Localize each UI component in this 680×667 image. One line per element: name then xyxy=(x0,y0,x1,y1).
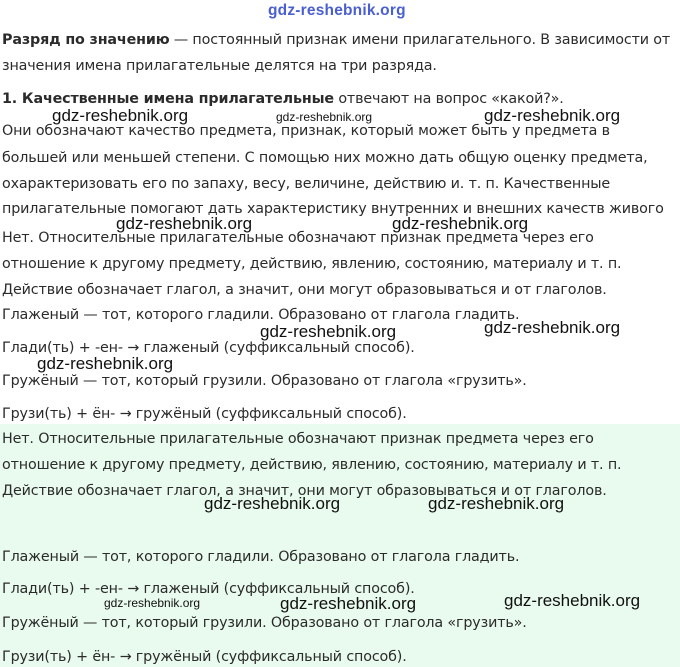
intro-line-2: значения имена прилагательные делятся на три разряда. xyxy=(2,58,437,74)
intro-line-1-rest: — постоянный признак имени прилагательного. В зависимости от xyxy=(169,32,671,48)
body-line: большей или меньшей степени. С помощью них можно дать общую оценку предмета, xyxy=(2,150,648,166)
body-line: Нет. Относительные прилагательные обозначают признак предмета через его xyxy=(2,230,594,246)
section-heading-bold: 1. Качественные имена прилагательные xyxy=(2,91,334,107)
watermark: gdz-reshebnik.org xyxy=(392,214,529,233)
watermark: gdz-reshebnik.org xyxy=(52,106,189,125)
body-line: Грузи(ть) + ён- → гружёный (суффиксальный способ). xyxy=(2,406,407,422)
answer-line: Действие обозначает глагол, а значит, они могут образовываться и от глаголов. xyxy=(2,483,607,499)
body-line: прилагательные помогают дать характеристику внутренних и внешних качеств живого xyxy=(2,201,664,217)
intro-line-1 xyxy=(2,30,670,50)
watermark: gdz-reshebnik.org xyxy=(204,494,341,513)
watermark: gdz-reshebnik.org xyxy=(104,596,201,610)
answer-line: Грузи(ть) + ён- → гружёный (суффиксальный способ). xyxy=(2,649,407,665)
answer-line: Гружёный — тот, который грузили. Образовано от глагола «грузить». xyxy=(2,615,527,631)
section-heading-rest: отвечают на вопрос «какой?». xyxy=(333,91,564,107)
body-line: охарактеризовать его по запаху, весу, величине, действию и. т. п. Качественные xyxy=(2,176,611,192)
watermark: gdz-reshebnik.org xyxy=(504,591,641,610)
body-line: Гружёный — тот, который грузили. Образовано от глагола «грузить». xyxy=(2,373,527,389)
watermark: gdz-reshebnik.org xyxy=(280,594,417,613)
watermark: gdz-reshebnik.org xyxy=(276,110,373,124)
watermark: gdz-reshebnik.org xyxy=(116,214,253,233)
watermark-top: gdz-reshebnik.org xyxy=(268,2,406,19)
watermark: gdz-reshebnik.org xyxy=(260,322,397,341)
answer-line: Глаженый — тот, которого гладили. Образовано от глагола гладить. xyxy=(2,549,520,565)
watermark: gdz-reshebnik.org xyxy=(484,318,621,337)
watermark: gdz-reshebnik.org xyxy=(484,106,621,125)
watermark: gdz-reshebnik.org xyxy=(37,354,174,373)
body-line: Глади(ть) + -ен- → глаженый (суффиксальный способ). xyxy=(2,340,415,356)
intro-term: Разряд по значению xyxy=(2,32,170,48)
answer-line: Глади(ть) + -ен- → глаженый (суффиксальный способ). xyxy=(2,581,415,597)
body-line: отношение к другому предмету, действию, явлению, состоянию, материалу и т. п. xyxy=(2,256,622,272)
answer-line: отношение к другому предмету, действию, явлению, состоянию, материалу и т. п. xyxy=(2,457,622,473)
answer-line: Нет. Относительные прилагательные обозначают признак предмета через его xyxy=(2,431,594,447)
body-line: Действие обозначает глагол, а значит, они могут образовываться и от глаголов. xyxy=(2,282,607,298)
body-line: Глаженый — тот, которого гладили. Образовано от глагола гладить. xyxy=(2,307,520,323)
watermark: gdz-reshebnik.org xyxy=(428,494,565,513)
body-line: Они обозначают качество предмета, признак, который может быть у предмета в xyxy=(2,123,610,139)
